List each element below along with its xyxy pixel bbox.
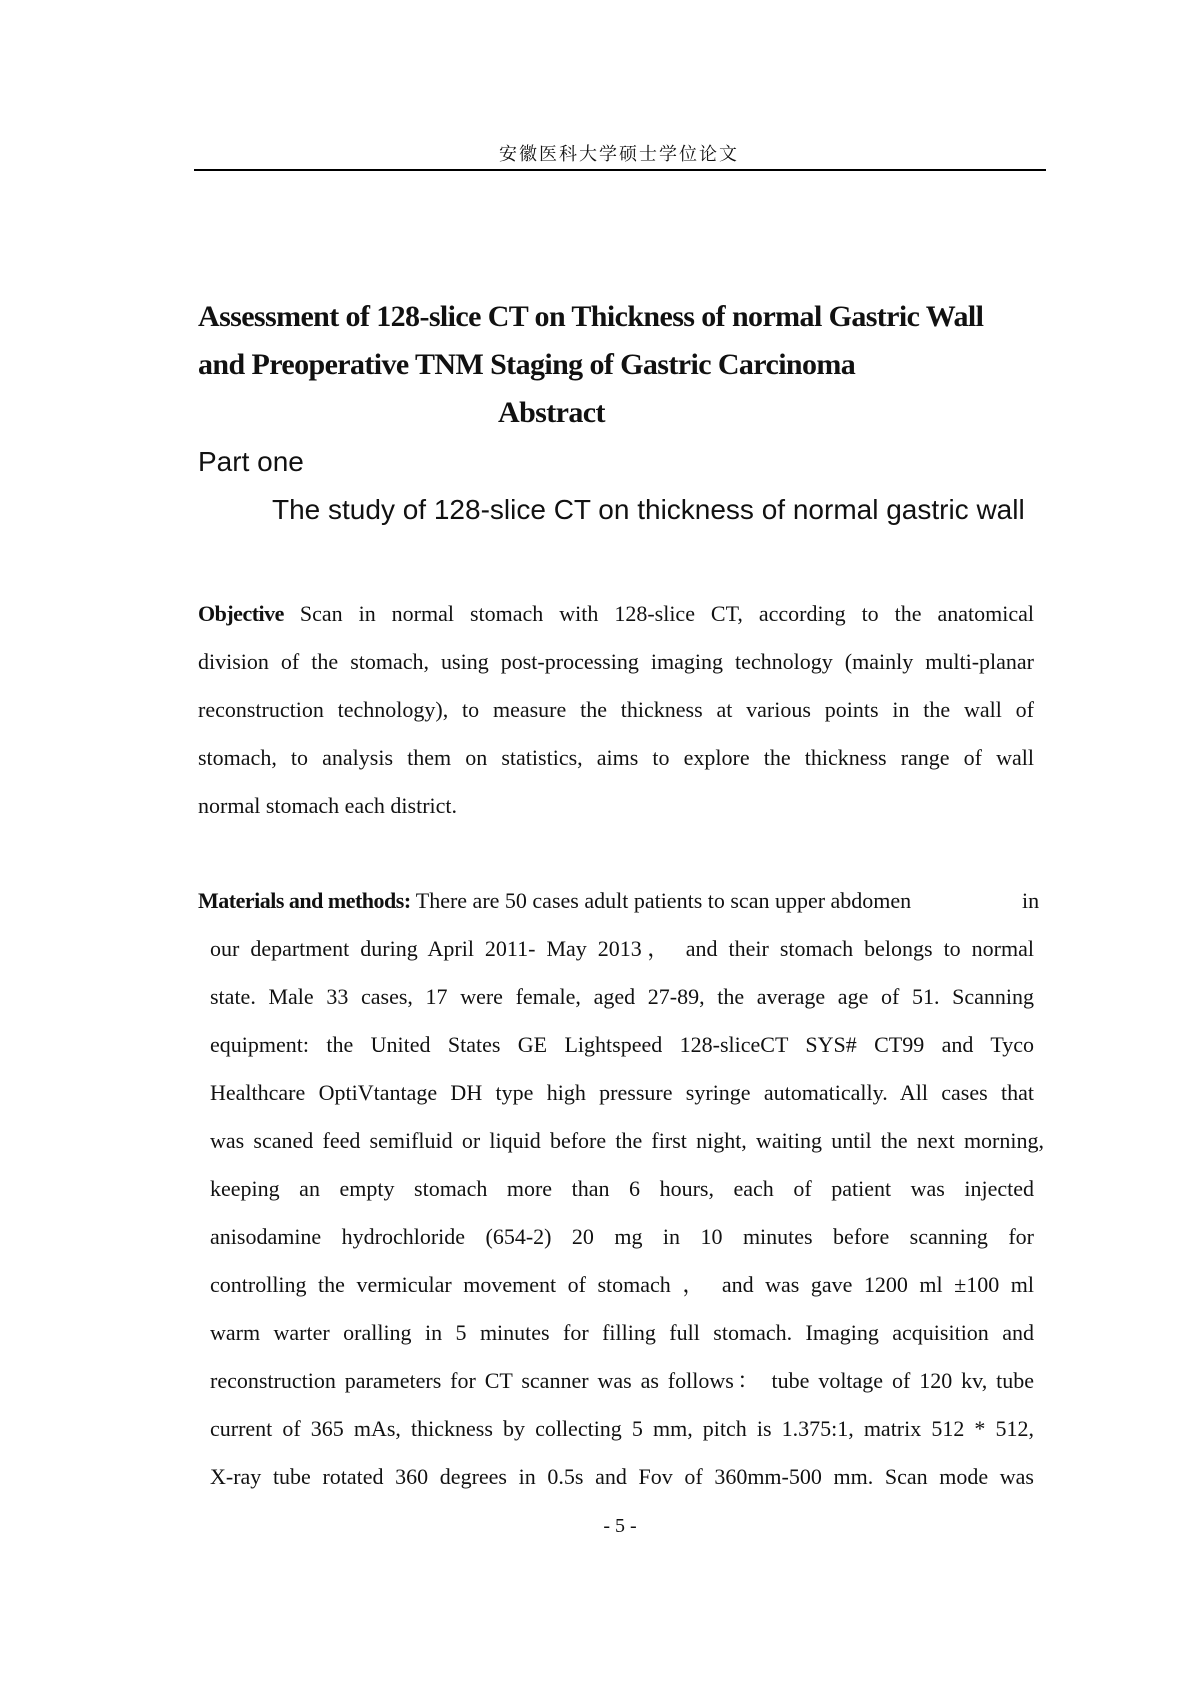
methods-line-4: equipment: the United States GE Lightspeed 128-sliceCT SYS# CT99 and Tyco xyxy=(210,1032,1034,1057)
abstract-heading: Abstract xyxy=(498,396,605,429)
objective-line-5: normal stomach each district. xyxy=(198,793,458,818)
methods-line-13: X-ray tube rotated 360 degrees in 0.5s and Fov of 360mm-500 mm. Scan mode was xyxy=(210,1464,1034,1489)
title-line-2: and Preoperative TNM Staging of Gastric Carcinoma xyxy=(198,348,856,381)
objective-text: Scan in normal stomach with 128-slice CT, according to the anatomical xyxy=(299,601,1034,626)
methods-line-10: warm warter oralling in 5 minutes for filling full stomach. Imaging acquisition and xyxy=(210,1320,1034,1345)
page-number: - 5 - xyxy=(603,1515,637,1537)
methods-line-8: anisodamine hydrochloride (654-2) 20 mg in 10 minutes before scanning for xyxy=(210,1224,1034,1249)
methods-line-1 xyxy=(198,888,911,914)
methods-label: Materials and methods: xyxy=(198,888,411,913)
methods-line-11: reconstruction parameters for CT scanner was as follows： tube voltage of 120 kv, tube xyxy=(210,1368,1034,1393)
methods-line-3: state. Male 33 cases, 17 were female, aged 27-89, the average age of 51. Scanning xyxy=(210,984,1034,1009)
methods-line-9: controlling the vermicular movement of stomach ， and was gave 1200 ml ±100 ml xyxy=(210,1272,1034,1297)
title-line-1: Assessment of 128-slice CT on Thickness of normal Gastric Wall xyxy=(198,300,984,333)
methods-line-6: was scaned feed semifluid or liquid before the first night, waiting until the next morning, xyxy=(210,1128,1044,1153)
methods-line-2: our department during April 2011- May 2013， and their stomach belongs to normal xyxy=(210,936,1034,961)
objective-line-3: reconstruction technology), to measure the thickness at various points in the wall of xyxy=(198,697,1034,722)
running-header: 安徽医科大学硕士学位论文 xyxy=(499,144,739,165)
objective-label: Objective xyxy=(198,601,284,626)
objective-line-1 xyxy=(198,601,1034,627)
part-label: Part one xyxy=(198,446,304,477)
methods-text: There are 50 cases adult patients to scan upper abdomen xyxy=(415,888,912,913)
part-subtitle: The study of 128-slice CT on thickness of normal gastric wall xyxy=(272,494,1025,525)
methods-line-12: current of 365 mAs, thickness by collecting 5 mm, pitch is 1.375:1, matrix 512 * 512, xyxy=(210,1416,1034,1441)
objective-line-4: stomach, to analysis them on statistics, aims to explore the thickness range of wall xyxy=(198,745,1034,770)
methods-line-5: Healthcare OptiVtantage DH type high pressure syringe automatically. All cases that xyxy=(210,1080,1034,1105)
header-rule xyxy=(194,169,1046,171)
methods-line-1-tail: in xyxy=(1022,888,1040,913)
methods-line-7: keeping an empty stomach more than 6 hours, each of patient was injected xyxy=(210,1176,1034,1201)
objective-line-2: division of the stomach, using post-processing imaging technology (mainly multi-planar xyxy=(198,649,1034,674)
